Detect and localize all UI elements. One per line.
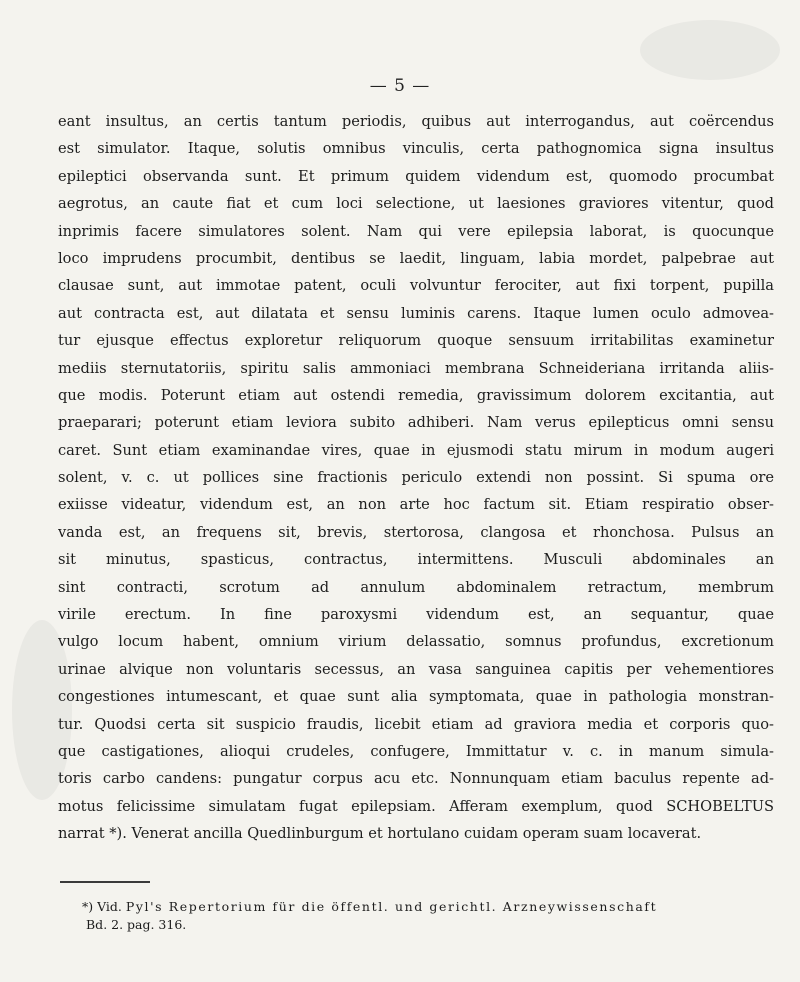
text-line: vanda est, an frequens sit, brevis, stertorosa, clangosa et rhonchosa. Pulsus an xyxy=(58,523,774,541)
text-line: est simulator. Itaque, solutis omnibus vinculis, certa pathognomica signa insultus xyxy=(58,140,774,158)
text-line: caret. Sunt etiam examinandae vires, quae in ejusmodi statu mirum in modum augeri xyxy=(58,441,774,459)
text-line: clausae sunt, aut immotae patent, oculi volvuntur ferociter, aut fixi torpent, pupilla xyxy=(58,277,774,295)
text-line: narrat *). Venerat ancilla Quedlinburgum et hortulano cuidam operam suam locaverat. xyxy=(58,825,702,843)
text-line: aut contracta est, aut dilatata et sensu luminis carens. Itaque lumen oculo admovea- xyxy=(58,304,774,322)
text-line: mediis sternutatoriis, spiritu salis ammoniaci membrana Schneideriana irritanda aliis- xyxy=(58,359,774,377)
text-line: motus felicissime simulatam fugat epilepsiam. Afferam exemplum, quod SCHOBELTUS xyxy=(58,797,774,815)
text-line: eant insultus, an certis tantum periodis, quibus aut interrogandus, aut coërcendus xyxy=(58,113,774,130)
text-line: virile erectum. In fine paroxysmi videndum est, an sequantur, quae xyxy=(58,606,774,624)
text-line: loco imprudens procumbit, dentibus se laedit, linguam, labia mordet, palpebrae aut xyxy=(58,249,774,267)
text-line: toris carbo candens: pungatur corpus acu etc. Nonnunquam etiam baculus repente ad- xyxy=(58,770,774,788)
text-line: aegrotus, an caute fiat et cum loci selectione, ut laesiones graviores vitentur, quod xyxy=(58,195,774,213)
footnote-marker: *) Vid. xyxy=(82,899,122,914)
text-line: congestiones intumescant, et quae sunt alia symptomata, quae in pathologia monstran- xyxy=(58,688,774,706)
text-line: sint contracti, scrotum ad annulum abdominalem retractum, membrum xyxy=(58,578,774,596)
text-line: epileptici observanda sunt. Et primum quidem videndum est, quomodo procumbat xyxy=(58,167,774,185)
footnote-rule xyxy=(60,881,150,883)
text-line: que castigationes, alioqui crudeles, confugere, Immittatur v. c. in manum simula- xyxy=(58,742,774,760)
text-line: urinae alvique non voluntaris secessus, an vasa sanguinea capitis per vehementiores xyxy=(58,660,774,678)
main-text xyxy=(58,108,774,848)
text-line: tur ejusque effectus exploretur reliquorum quoque sensuum irritabilitas examinetur xyxy=(58,332,774,350)
text-line: vulgo locum habent, omnium virium delassatio, somnus profundus, excretionum xyxy=(58,633,774,651)
text-line: tur. Quodsi certa sit suspicio fraudis, licebit etiam ad graviora media et corporis quo- xyxy=(58,715,774,733)
text-line: que modis. Poterunt etiam aut ostendi remedia, gravissimum dolorem excitantia, aut xyxy=(58,386,774,404)
text-line: inprimis facere simulatores solent. Nam qui vere epilepsia laborat, is quocunque xyxy=(58,222,774,240)
text-line: solent, v. c. ut pollices sine fractionis periculo extendi non possint. Si spuma ore xyxy=(58,469,774,487)
footnote xyxy=(82,898,657,934)
paper-stain xyxy=(640,20,780,80)
text-line: praeparari; poterunt etiam leviora subito adhiberi. Nam verus epilepticus omni sensu xyxy=(58,414,774,432)
page-number: — 5 — xyxy=(369,76,431,96)
text-line: exiisse videatur, videndum est, an non arte hoc factum sit. Etiam respiratio obser- xyxy=(58,496,774,514)
footnote-reference: Bd. 2. pag. 316. xyxy=(86,917,187,932)
text-line: sit minutus, spasticus, contractus, intermittens. Musculi abdominales an xyxy=(58,551,774,569)
footnote-text: Pyl's Repertorium für die öffentl. und gerichtl. Arzneywissenschaft xyxy=(125,899,658,914)
